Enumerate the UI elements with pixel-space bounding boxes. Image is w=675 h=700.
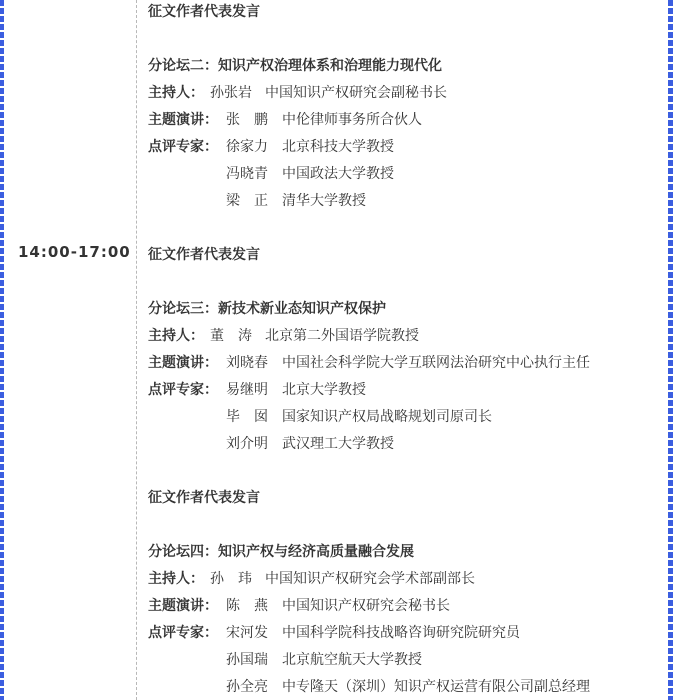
right-border [668, 0, 673, 700]
person-title: 中国社会科学院大学互联网法治研究中心执行主任 [282, 355, 590, 371]
reviewer-row [148, 406, 492, 428]
person-name: 宋河发 [226, 625, 268, 641]
row-label: 主持人： [148, 328, 204, 344]
reviewer-row [148, 190, 366, 212]
person-title: 北京科技大学教授 [282, 139, 394, 155]
person-name: 孙全亮 [226, 679, 268, 695]
person-title: 中伦律师事务所合伙人 [282, 112, 422, 128]
reviewer-row [148, 433, 394, 455]
reviewer-row [148, 379, 366, 401]
person-title: 武汉理工大学教授 [282, 436, 394, 452]
person-name: 张 鹏 [226, 112, 268, 128]
person-name: 刘介明 [226, 436, 268, 452]
person-title: 中国知识产权研究会学术部副部长 [265, 571, 475, 587]
row-label: 主持人： [148, 85, 204, 101]
section-heading: 征文作者代表发言 [148, 490, 260, 506]
section-heading: 征文作者代表发言 [148, 247, 260, 263]
person-name: 孙 玮 [210, 571, 252, 587]
row-label: 主题演讲： [148, 112, 218, 128]
row-label: 主题演讲： [148, 355, 218, 371]
reviewer-row [148, 163, 394, 185]
person-title: 中国科学院科技战略咨询研究院研究员 [282, 625, 520, 641]
person-title: 中国知识产权研究会秘书长 [282, 598, 450, 614]
person-name: 孙张岩 [210, 85, 252, 101]
person-title: 国家知识产权局战略规划司原司长 [282, 409, 492, 425]
person-name: 孙国瑞 [226, 652, 268, 668]
host-row [148, 82, 447, 104]
host-row [148, 568, 475, 590]
column-divider [136, 0, 137, 700]
person-name: 徐家力 [226, 139, 268, 155]
person-name: 梁 正 [226, 193, 268, 209]
person-title: 北京第二外国语学院教授 [265, 328, 419, 344]
person-title: 清华大学教授 [282, 193, 366, 209]
person-title: 中国政法大学教授 [282, 166, 394, 182]
section-heading: 征文作者代表发言 [148, 4, 260, 20]
forum-title: 分论坛四：知识产权与经济高质量融合发展 [148, 544, 414, 560]
person-name: 毕 囡 [226, 409, 268, 425]
row-label: 点评专家： [148, 382, 218, 398]
person-name: 冯晓青 [226, 166, 268, 182]
person-name: 董 涛 [210, 328, 252, 344]
person-title: 中专隆天（深圳）知识产权运营有限公司副总经理 [282, 679, 590, 695]
person-name: 陈 燕 [226, 598, 268, 614]
person-title: 北京大学教授 [282, 382, 366, 398]
row-label: 主题演讲： [148, 598, 218, 614]
person-name: 易继明 [226, 382, 268, 398]
reviewer-row [148, 622, 520, 644]
keynote-row [148, 109, 422, 131]
reviewer-row [148, 136, 394, 158]
person-name: 刘晓春 [226, 355, 268, 371]
row-label: 点评专家： [148, 139, 218, 155]
host-row [148, 325, 419, 347]
forum-title: 分论坛二：知识产权治理体系和治理能力现代化 [148, 58, 442, 74]
keynote-row [148, 352, 590, 374]
person-title: 北京航空航天大学教授 [282, 652, 422, 668]
row-label: 主持人： [148, 571, 204, 587]
forum-title: 分论坛三：新技术新业态知识产权保护 [148, 301, 386, 317]
reviewer-row [148, 676, 590, 698]
keynote-row [148, 595, 450, 617]
row-label: 点评专家： [148, 625, 218, 641]
left-border [0, 0, 4, 700]
person-title: 中国知识产权研究会副秘书长 [265, 85, 447, 101]
time-slot: 14:00-17:00 [18, 243, 131, 261]
reviewer-row [148, 649, 422, 671]
